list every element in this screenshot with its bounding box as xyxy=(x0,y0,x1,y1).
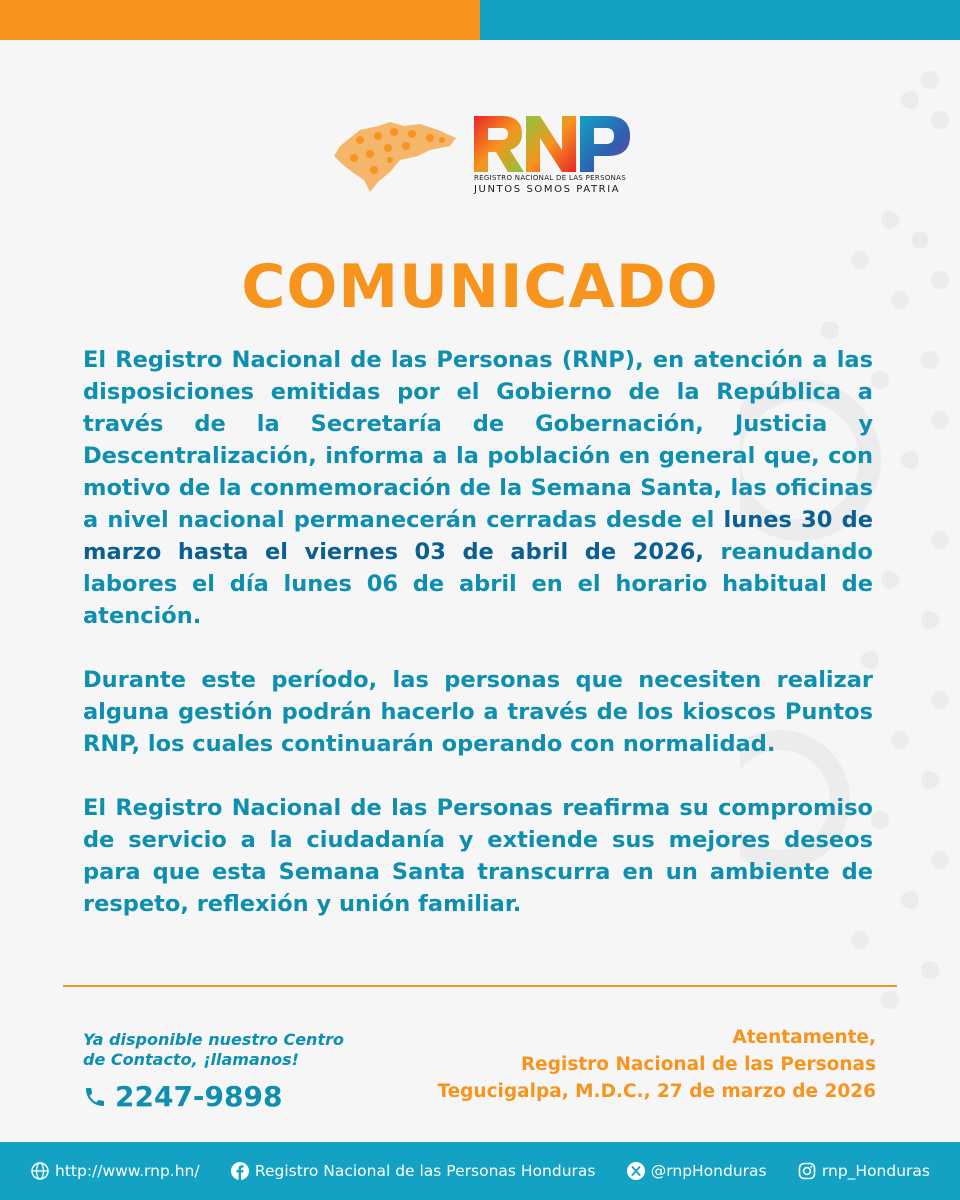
x-icon xyxy=(626,1161,646,1181)
contact-line-1: Ya disponible nuestro Centro xyxy=(83,1030,344,1049)
rnp-logo xyxy=(330,110,640,200)
announcement-body xyxy=(83,344,873,952)
paragraph-1 xyxy=(83,344,873,632)
signature-block xyxy=(437,1024,876,1105)
footer-x[interactable] xyxy=(626,1161,767,1181)
signature-organization: Registro Nacional de las Personas xyxy=(520,1054,876,1075)
phone-number[interactable]: 2247-9898 xyxy=(115,1080,283,1113)
paragraph-1-intro: El Registro Nacional de las Personas (RNP), en atención a las disposiciones emitidas por el Gobierno de la República a través de la Secretaría de Gobernación, Justicia y Descentralización, informa a la población en general que, con motivo de la conmemoración de la Semana Santa, las oficinas a nivel nacional permanecerán cerradas desde el xyxy=(83,347,873,533)
instagram-icon xyxy=(797,1161,817,1181)
page-title: COMUNICADO xyxy=(241,252,719,322)
honduras-map-icon xyxy=(330,116,462,194)
section-divider xyxy=(63,985,897,987)
logo-slogan: JUNTOS SOMOS PATRIA xyxy=(474,184,621,195)
contact-line-2: de Contacto, ¡llamanos! xyxy=(83,1050,299,1069)
globe-icon xyxy=(30,1161,50,1181)
footer-website[interactable] xyxy=(30,1161,200,1181)
top-bar-orange xyxy=(0,0,480,40)
rnp-letters-logo xyxy=(472,112,632,174)
facebook-icon xyxy=(230,1161,250,1181)
logo-subtitle: REGISTRO NACIONAL DE LAS PERSONAS xyxy=(474,174,626,182)
footer-facebook[interactable] xyxy=(230,1161,596,1181)
paragraph-1-end: reanudando labores el día lunes 06 de abril en el horario habitual de atención. xyxy=(83,539,873,629)
closure-dates: lunes 30 de marzo hasta el viernes 03 de abril de 2026, xyxy=(83,507,873,565)
x-link[interactable]: @rnpHonduras xyxy=(650,1162,767,1180)
top-color-bar xyxy=(0,0,960,40)
contact-center xyxy=(83,1030,383,1113)
website-link[interactable]: http://www.rnp.hn/ xyxy=(55,1162,200,1180)
phone-icon xyxy=(83,1085,107,1109)
paragraph-3: El Registro Nacional de las Personas reafirma su compromiso de servicio a la ciudadanía y extiende sus mejores deseos para que esta Semana Santa transcurra en un ambiente de respeto, reflexión y unión familiar. xyxy=(83,795,873,917)
paragraph-2: Durante este período, las personas que necesiten realizar alguna gestión podrán hacerlo a través de los kioscos Puntos RNP, los cuales continuarán operando con normalidad. xyxy=(83,667,873,757)
footer-bar xyxy=(0,1142,960,1200)
footer-instagram[interactable] xyxy=(797,1161,930,1181)
signature-closing: Atentamente, xyxy=(732,1027,876,1048)
signature-place-date: Tegucigalpa, M.D.C., 27 de marzo de 2026 xyxy=(437,1081,876,1102)
top-bar-teal xyxy=(480,0,960,40)
facebook-link[interactable]: Registro Nacional de las Personas Honduras xyxy=(254,1162,596,1180)
phone-row[interactable] xyxy=(83,1080,383,1113)
instagram-link[interactable]: rnp_Honduras xyxy=(821,1162,930,1180)
